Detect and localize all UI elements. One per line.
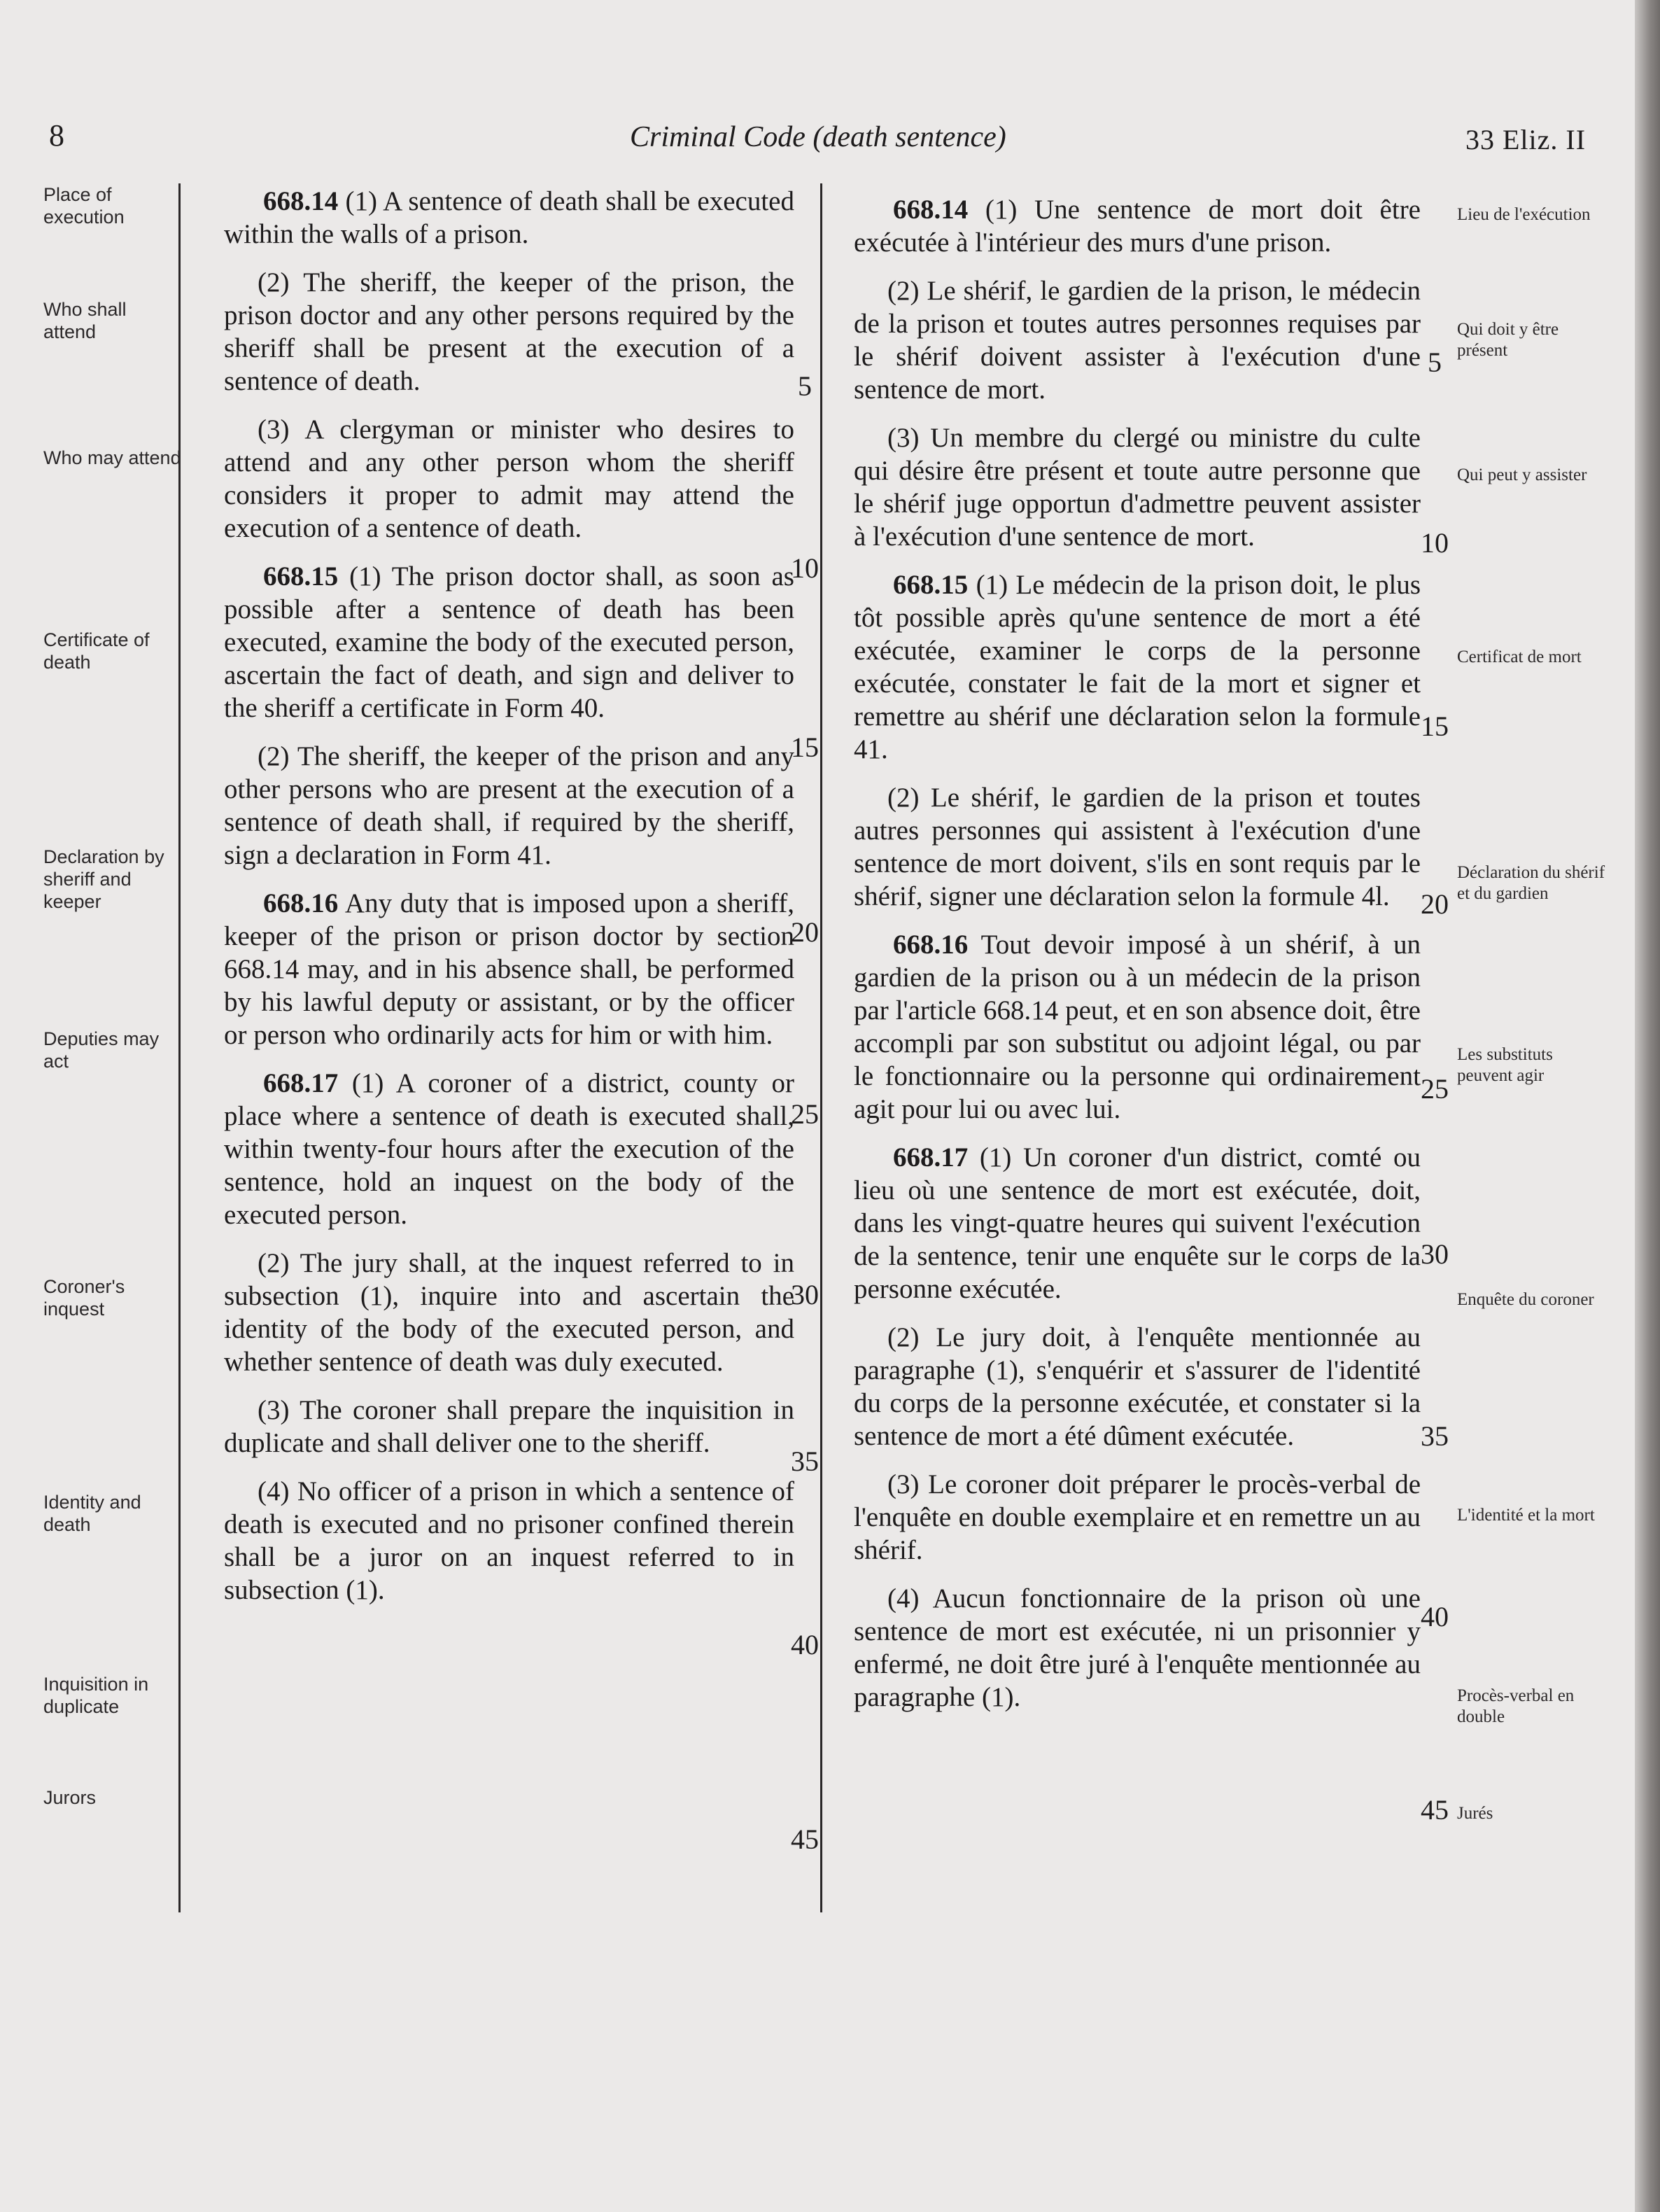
page-edge-shadow bbox=[1635, 0, 1660, 2212]
section-number: 668.16 bbox=[263, 888, 339, 918]
paragraph-text: (3) Un membre du clergé ou ministre du culte qui désire être présent et toute autre personne que le shérif juge opportun d'admettre peuvent assister à l'exécution d'une sentence de mort. bbox=[854, 423, 1421, 552]
paragraph bbox=[854, 274, 1421, 406]
section-number: 668.14 bbox=[263, 186, 339, 216]
paragraph bbox=[224, 266, 794, 398]
margin-note-fr: Déclaration du shérif et du gardien bbox=[1457, 863, 1605, 903]
paragraph-text: (1) Un coroner d'un district, comté ou lieu où une sentence de mort est exécutée, doit, dans les vingt-quatre heures qui suivent l'exécution de la sentence, tenir une enquête sur le corps de la personne exécutée. bbox=[854, 1142, 1421, 1304]
margin-note-en: Coroner's inquest bbox=[43, 1276, 125, 1320]
line-number: 15 bbox=[791, 732, 819, 763]
paragraph bbox=[224, 1394, 794, 1460]
line-number: 30 bbox=[1421, 1238, 1449, 1270]
paragraph bbox=[224, 413, 794, 545]
section-number: 668.16 bbox=[893, 930, 969, 960]
paragraph bbox=[224, 560, 794, 724]
french-text-column bbox=[854, 193, 1421, 1729]
section-number: 668.17 bbox=[263, 1068, 339, 1098]
line-number: 5 bbox=[798, 370, 812, 402]
page-number: 8 bbox=[49, 118, 64, 153]
paragraph-text: Any duty that is imposed upon a sheriff, keeper of the prison or prison doctor by section 668.14 may, and in his absence shall, be performed by his lawful deputy or assistant, or by the officer or person who ordinarily acts for him or with him. bbox=[224, 888, 794, 1050]
paragraph bbox=[854, 1582, 1421, 1714]
paragraph-text: (2) Le shérif, le gardien de la prison et toutes autres personnes qui assistent à l'exécution d'une sentence de mort doivent, s'ils en sont requis par le shérif, signer une déclaration selon la formule 4l. bbox=[854, 783, 1421, 911]
margin-note-en: Who may attend bbox=[43, 447, 181, 468]
paragraph bbox=[854, 1468, 1421, 1567]
paragraph-text: (3) A clergyman or minister who desires to attend and any other person whom the sheriff considers it proper to admit may attend the execution of a sentence of death. bbox=[224, 414, 794, 543]
running-title: Criminal Code (death sentence) bbox=[630, 121, 1006, 153]
page-header bbox=[49, 118, 1610, 167]
line-number: 30 bbox=[791, 1279, 819, 1310]
margin-note-fr: Qui doit y être présent bbox=[1457, 320, 1559, 360]
line-number: 10 bbox=[1421, 527, 1449, 559]
margin-note-en: Certificate of death bbox=[43, 629, 150, 673]
margin-note-en: Inquisition in duplicate bbox=[43, 1674, 149, 1717]
paragraph bbox=[854, 193, 1421, 259]
line-number: 15 bbox=[1421, 710, 1449, 742]
section-number: 668.15 bbox=[893, 570, 969, 600]
line-number: 45 bbox=[1421, 1794, 1449, 1826]
line-number: 40 bbox=[1421, 1601, 1449, 1632]
paragraph bbox=[854, 1141, 1421, 1306]
margin-note-fr: Enquête du coroner bbox=[1457, 1290, 1594, 1309]
paragraph bbox=[224, 1475, 794, 1606]
paragraph-text: (4) No officer of a prison in which a sentence of death is executed and no prisoner confined therein shall be a juror on an inquest referred to in subsection (1). bbox=[224, 1476, 794, 1605]
paragraph-text: (1) Une sentence de mort doit être exécutée à l'intérieur des murs d'une prison. bbox=[854, 195, 1421, 258]
paragraph-text: (1) A coroner of a district, county or place where a sentence of death is executed shall, within twenty-four hours after the execution of the sentence, hold an inquest on the body of the executed person. bbox=[224, 1068, 794, 1230]
paragraph bbox=[854, 1321, 1421, 1452]
paragraph-text: (2) The sheriff, the keeper of the prison and any other persons who are present at the execution of a sentence of death shall, if required by the sheriff, sign a declaration in Form 41. bbox=[224, 741, 794, 870]
section-number: 668.15 bbox=[263, 561, 339, 592]
paragraph-text: (3) The coroner shall prepare the inquisition in duplicate and shall deliver one to the sheriff. bbox=[224, 1395, 794, 1458]
english-text-column bbox=[224, 185, 794, 1622]
margin-note-fr: Les substituts peuvent agir bbox=[1457, 1045, 1553, 1085]
line-number: 20 bbox=[1421, 888, 1449, 920]
paragraph-text: (1) The prison doctor shall, as soon as possible after a sentence of death has been executed, examine the body of the executed person, ascertain the fact of death, and sign and deliver to the sheriff a certificate in Form 40. bbox=[224, 561, 794, 723]
paragraph-text: (1) Le médecin de la prison doit, le plus tôt possible après qu'une sentence de mort a été exécutée, examiner le corps de la personne exécutée, constater le fait de la mort et signer et remettre au shérif une déclaration selon la formule 41. bbox=[854, 570, 1421, 764]
paragraph bbox=[854, 781, 1421, 913]
line-number: 25 bbox=[1421, 1073, 1449, 1105]
line-number: 45 bbox=[791, 1823, 819, 1855]
paragraph-text: (4) Aucun fonctionnaire de la prison où une sentence de mort est exécutée, ni un prisonnier y enfermé, ne doit être juré à l'enquête mentionnée au paragraphe (1). bbox=[854, 1583, 1421, 1712]
line-number: 40 bbox=[791, 1629, 819, 1660]
margin-note-fr: Certificat de mort bbox=[1457, 648, 1582, 666]
margin-note-fr: L'identité et la mort bbox=[1457, 1506, 1595, 1525]
paragraph bbox=[854, 568, 1421, 766]
paragraph bbox=[854, 421, 1421, 553]
line-number: 35 bbox=[791, 1446, 819, 1477]
line-number: 25 bbox=[791, 1098, 819, 1130]
line-number: 5 bbox=[1428, 346, 1442, 378]
margin-note-fr: Procès-verbal en double bbox=[1457, 1686, 1575, 1726]
line-number: 20 bbox=[791, 916, 819, 948]
paragraph-text: (2) Le jury doit, à l'enquête mentionnée au paragraphe (1), s'enquérir et s'assurer de l'identité du corps de la personne exécutée, et constater si la sentence de mort a été dûment exécutée. bbox=[854, 1322, 1421, 1451]
paragraph-text: (2) Le shérif, le gardien de la prison, le médecin de la prison et toutes autres personnes requises par le shérif doivent assister à l'exécution d'une sentence de mort. bbox=[854, 276, 1421, 405]
paragraph bbox=[224, 740, 794, 872]
margin-note-fr: Jurés bbox=[1457, 1804, 1493, 1823]
section-number: 668.17 bbox=[893, 1142, 969, 1172]
line-number: 35 bbox=[1421, 1420, 1449, 1452]
margin-note-fr: Qui peut y assister bbox=[1457, 465, 1587, 484]
section-number: 668.14 bbox=[893, 195, 969, 225]
paragraph bbox=[854, 928, 1421, 1126]
paragraph bbox=[224, 1247, 794, 1378]
margin-note-en: Declaration by sheriff and keeper bbox=[43, 846, 164, 912]
margin-note-fr: Lieu de l'exécution bbox=[1457, 205, 1591, 224]
paragraph-text: (3) Le coroner doit préparer le procès-verbal de l'enquête en double exemplaire et en remettre un au shérif. bbox=[854, 1469, 1421, 1565]
margin-note-en: Identity and death bbox=[43, 1492, 141, 1535]
paragraph-text: Tout devoir imposé à un shérif, à un gardien de la prison ou à un médecin de la prison par l'article 668.14 peut, et en son absence doit, être accompli par son substitut ou adjoint légal, ou par le fonctionnaire ou la personne qui ordinairement agit pour lui ou avec lui. bbox=[854, 930, 1421, 1124]
margin-note-en: Deputies may act bbox=[43, 1028, 160, 1072]
margin-note-en: Who shall attend bbox=[43, 299, 127, 342]
paragraph bbox=[224, 185, 794, 251]
paragraph bbox=[224, 1067, 794, 1231]
margin-note-en: Jurors bbox=[43, 1787, 97, 1808]
paragraph bbox=[224, 887, 794, 1051]
paragraph-text: (2) The jury shall, at the inquest referred to in subsection (1), inquire into and ascertain the identity of the body of the executed person, and whether sentence of death was duly executed. bbox=[224, 1248, 794, 1377]
line-number: 10 bbox=[791, 552, 819, 584]
regnal-year: 33 Eliz. II bbox=[1465, 124, 1587, 155]
paragraph-text: (2) The sheriff, the keeper of the prison, the prison doctor and any other persons required by the sheriff shall be present at the execution of a sentence of death. bbox=[224, 267, 794, 396]
paragraph-text: (1) A sentence of death shall be executed within the walls of a prison. bbox=[224, 186, 794, 249]
margin-note-en: Place of execution bbox=[43, 184, 125, 227]
